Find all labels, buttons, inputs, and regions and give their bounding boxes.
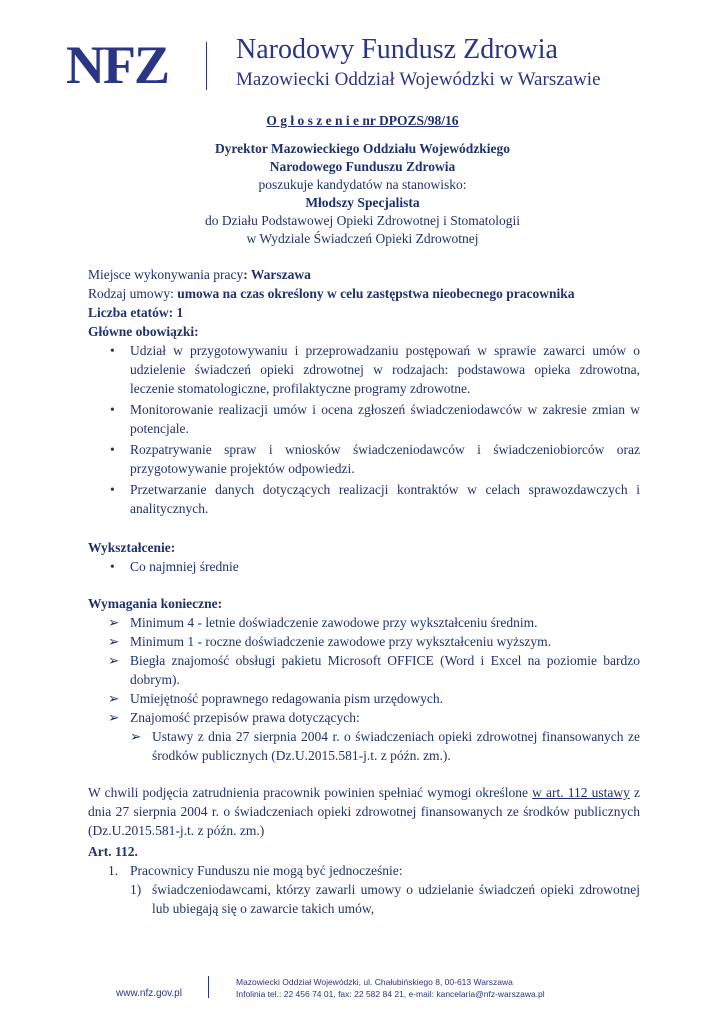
list-item: ➢ Ustawy z dnia 27 sierpnia 2004 r. o świadczeniach opieki zdrowotnej finansowanych ze środków publicznych (Dz.U.2015.581-j.t. z późn. zm.). (130, 729, 640, 763)
org-name: Narodowy Fundusz Zdrowia (236, 34, 558, 65)
place-of-work: Miejsce wykonywania pracy: Warszawa (88, 267, 311, 282)
list-item: • Rozpatrywanie spraw i wniosków świadczeniodawców i świadczeniobiorców oraz przygotowywanie projektów odpowiedzi. (88, 440, 640, 478)
footer-website: www.nfz.gov.pl (116, 988, 182, 999)
list-item: ➢ Minimum 1 - roczne doświadczenie zawodowe przy wykształceniu wyższym. (108, 634, 551, 649)
education-list (88, 557, 640, 576)
header-divider (206, 42, 207, 90)
nfz-logo: NFZ (66, 35, 168, 95)
list-item: • Udział w przygotowywaniu i przeprowadzaniu postępowań w sprawie zawarci umów o udzielenie świadczeń opieki zdrowotnej w rodzajach: podstawowa opieka zdrowotna, leczenie stomatologiczne, profilaktyczne programy zdrowotne. (88, 341, 640, 398)
duties-heading: Główne obowiązki: (88, 324, 199, 339)
footer-divider (208, 976, 209, 998)
announcement-title: O g ł o s z e n i e nr DPOZS/98/16 (266, 113, 459, 128)
list-item: ➢ Umiejętność poprawnego redagowania pism urzędowych. (108, 691, 444, 706)
list-item: • Monitorowanie realizacji umów i ocena zgłoszeń świadczeniodawców w zakresie zmian w potencjale. (88, 400, 640, 438)
article-heading: Art. 112. (88, 844, 138, 859)
requirements-heading: Wymagania konieczne: (88, 596, 223, 611)
education-heading: Wykształcenie: (88, 540, 176, 555)
position-name: Młodszy Specjalista (305, 195, 420, 210)
employment-condition-paragraph: W chwili podjęcia zatrudnienia pracownik powinien spełniać wymogi określone w art. 112 ustawy z dnia 27 sierpnia 2004 r. o świadczeniach opieki zdrowotnej finansowanych ze środków publicznych (Dz.U.2015.581-j.t. z późn. zm.) (88, 785, 641, 838)
sub-requirements-list (88, 727, 640, 765)
list-item: ➢ Minimum 4 - letnie doświadczenie zawodowe przy wykształceniu średnim. (108, 615, 538, 630)
announcement-header: Dyrektor Mazowieckiego Oddziału Wojewódzkiego Narodowego Funduszu Zdrowia poszukuje kandydatów na stanowisko: Młodszy Specjalista do Działu Podstawowej Opieki Zdrowotnej i Stomatologii w Wydziale Świadczeń Opieki Zdrowotnej (205, 141, 520, 246)
footer-address: Mazowiecki Oddział Wojewódzki, ul. Chałubińskiego 8, 00-613 Warszawa Infolinia tel.: 22 456 74 01, fax: 22 582 84 21, e-mail: kancelaria@nfz-warszawa.pl (236, 977, 545, 999)
requirements-list (88, 613, 640, 727)
duties-list (88, 341, 640, 518)
list-item: • Przetwarzanie danych dotyczących realizacji kontraktów w celach sprawozdawczych i analitycznych. (88, 480, 640, 518)
document-body (88, 265, 640, 918)
article-subpoint: 1) świadczeniodawcami, którzy zawarli umowy o udzielanie świadczeń opieki zdrowotnej lub ubiegają się o zawarcie takich umów, (130, 882, 640, 916)
list-item: ➢ Biegła znajomość obsługi pakietu Microsoft OFFICE (Word i Excel na poziomie bardzo dobrym). (108, 653, 640, 687)
article-link: w art. 112 ustawy (532, 785, 630, 800)
list-item: • Co najmniej średnie (88, 557, 640, 576)
article-point: 1. Pracownicy Funduszu nie mogą być jednocześnie: (108, 863, 403, 878)
org-branch: Mazowiecki Oddział Wojewódzki w Warszawie (236, 69, 601, 90)
list-item: ➢ Znajomość przepisów prawa dotyczących: (108, 710, 360, 725)
contract-type: Rodzaj umowy: umowa na czas określony w celu zastępstwa nieobecnego pracownika (88, 286, 575, 301)
positions-count: Liczba etatów: 1 (88, 305, 184, 320)
